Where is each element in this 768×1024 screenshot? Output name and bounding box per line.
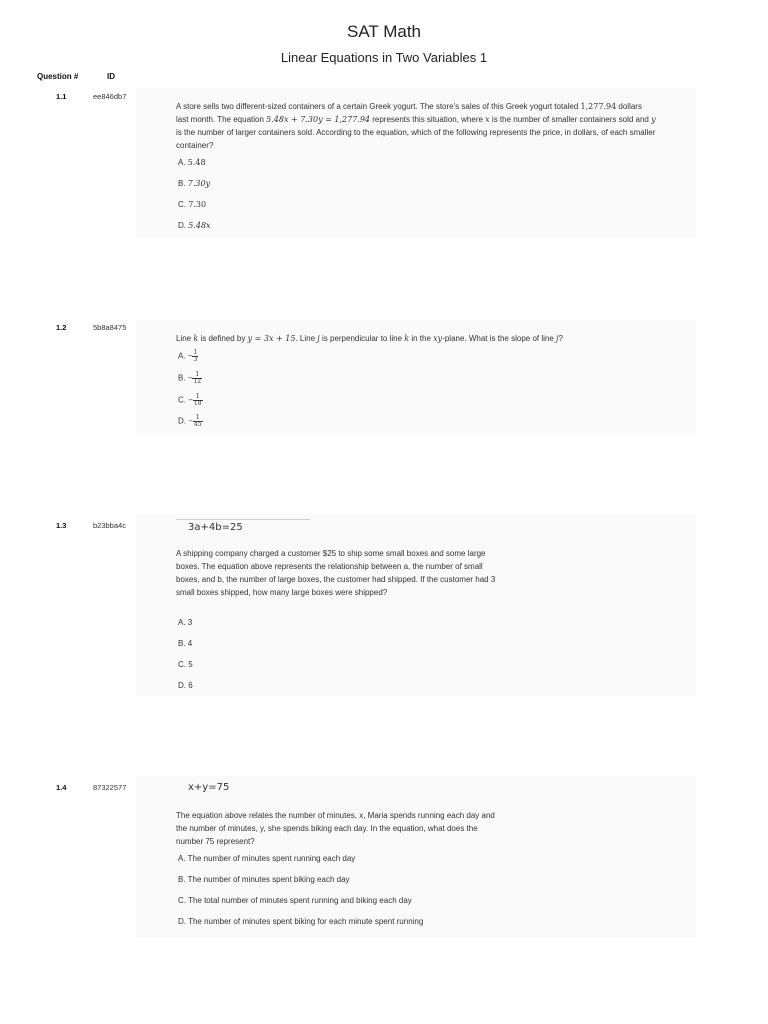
equation: 3a+4b=25 (176, 519, 310, 533)
question-card (136, 514, 696, 696)
answer-choice[interactable]: D. − $\frac{1}{45}$ (178, 414, 202, 428)
answer-choice[interactable]: A. − $\frac{1}{3}$ (178, 349, 198, 363)
answer-choice[interactable]: D. The number of minutes spent biking for each minute spent running (178, 917, 424, 926)
answer-choice[interactable]: B. 7.30y (178, 179, 211, 188)
answer-choice[interactable]: A. 3 (178, 618, 193, 627)
answer-choice[interactable]: A. The number of minutes spent running each day (178, 854, 356, 863)
question-number: 1.2 (56, 323, 67, 332)
column-header-question: Question # (37, 72, 79, 81)
answer-choice[interactable]: C. 5 (178, 660, 193, 669)
answer-choice[interactable]: A. 5.48 (178, 158, 206, 167)
question-id: 87322577 (93, 783, 127, 792)
question-stem: A shipping company charged a customer $25 to ship some small boxes and some large boxes. The equation above represents the relationship between a, the number of small boxes, and b, the number of large boxes, the customer had shipped. If the customer had 3 small boxes shipped, how many large boxes were shipped? (176, 549, 496, 597)
column-header-id: ID (107, 72, 115, 81)
question-id: 5b8a8475 (93, 323, 127, 332)
question-id: b23bba4c (93, 521, 126, 530)
answer-choice[interactable]: C. − $\frac{1}{18}$ (178, 393, 202, 407)
answer-choice[interactable]: C. 7.30 (178, 200, 207, 209)
page-title: SAT Math (346, 22, 421, 41)
question-stem: A store sells two different-sized containers of a certain Greek yogurt. The store's sales of this Greek yogurt totaled 1,277.94 dollars last month. The equation 5.48x + 7.30y = 1,277.94 represents this situation, where x is the number of smaller containers sold and y is the number of larger containers sold. According to the equation, which of the following represents the price, in dollars, of each smaller container? (176, 102, 656, 150)
answer-choice[interactable]: D. 6 (178, 681, 193, 690)
question-number: 1.4 (56, 783, 67, 792)
question-id: ee846db7 (93, 92, 127, 101)
answer-choice[interactable]: B. − $\frac{1}{12}$ (178, 371, 202, 385)
answer-choice[interactable]: D. 5.48x (178, 221, 211, 230)
question-stem: The equation above relates the number of minutes, x, Maria spends running each day and the number of minutes, y, she spends biking each day. In the equation, what does the number 75 represent? (176, 811, 495, 846)
answer-choice[interactable]: C. The total number of minutes spent running and biking each day (178, 896, 412, 905)
question-number: 1.1 (56, 92, 67, 101)
answer-choice[interactable]: B. The number of minutes spent biking each day (178, 875, 350, 884)
question-stem: Line k is defined by y = 3x + 15. Line j is perpendicular to line k in the xy-plane. What is the slope of line j? (176, 334, 563, 343)
page-subtitle: Linear Equations in Two Variables 1 (280, 50, 488, 65)
answer-choice[interactable]: B. 4 (178, 639, 193, 648)
question-number: 1.3 (56, 521, 67, 530)
equation: x+y=75 (188, 782, 230, 793)
